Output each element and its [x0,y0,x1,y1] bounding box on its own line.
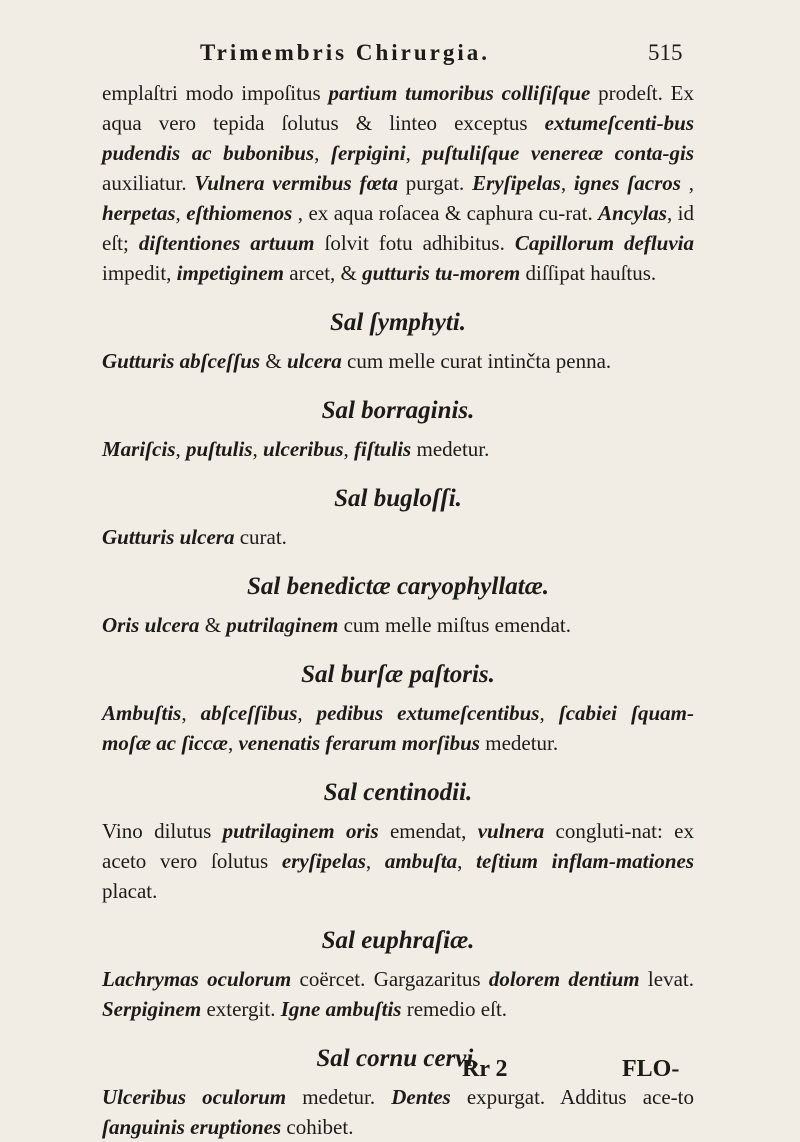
entry-title: Sal ſymphyti. [329,309,467,336]
italic-term: Ancylas [598,201,667,225]
text-run: auxiliatur. [102,171,195,195]
italic-term: ulceribus [263,437,344,461]
text-run: cohibet. [281,1115,354,1139]
entry-title: Sal centinodii. [323,779,473,806]
italic-term: Serpiginem [102,997,202,1021]
entry-text [102,964,694,1024]
text-run: , [560,171,574,195]
italic-term: herpetas [102,201,176,225]
italic-term: Dentes [391,1085,451,1109]
text-run: cum melle miſtus emendat. [338,613,572,637]
italic-term: ulcera [286,349,342,373]
italic-term: puſtulis [186,437,253,461]
entry-title: Sal cornu cervi. [316,1045,480,1072]
text-run: medetur. [286,1085,392,1109]
italic-term: Eryſipelas [472,171,561,195]
italic-term: ſerpigini [330,141,406,165]
text-run: , [314,141,331,165]
text-run: medetur. [479,731,559,755]
page-body [102,78,694,1142]
text-run: emplaſtri modo impoſitus [102,81,329,105]
text-run: , [227,731,239,755]
text-run: medetur. [411,437,490,461]
page-number: 515 [648,40,683,65]
italic-term: puſtuliſque venereæ conta-gis [422,141,694,165]
text-run: placat. [102,879,158,903]
italic-term: ſcabiei ſquam-moſæ ac ſiccæ [102,701,694,755]
text-run: prodeſt. Ex aqua vero tepida ſolutus & linteo exceptus [102,81,694,135]
italic-term: extumeſcenti-bus pudendis ac bubonibus [102,111,694,165]
entry-text [102,346,694,376]
text-run: purgat. [397,171,473,195]
text-run: coërcet. Gargazaritus [291,967,489,991]
entry-text [102,522,694,552]
italic-term: putrilaginem [226,613,339,637]
italic-term: venenatis ferarum morſibus [238,731,480,755]
signature-mark: Rr 2 [462,1056,508,1082]
italic-term: diſtentiones artuum [138,231,315,255]
italic-term: Vulnera vermibus fœta [194,171,398,195]
text-run: impedit, [102,261,177,285]
entry-text [102,610,694,640]
entry-title: Sal euphraſiæ. [321,927,475,954]
text-run: emendat, [378,819,478,843]
entry-title: Sal borraginis. [321,397,475,424]
text-run: & [199,613,227,637]
italic-term: Gutturis abſceſſus [102,349,261,373]
text-run: , [175,437,186,461]
text-run: diſſipat hauſtus. [520,261,657,285]
intro-paragraph [102,78,694,288]
text-run: , [680,171,695,195]
italic-term: abſceſſibus [200,701,298,725]
italic-term: eryſipelas [281,849,366,873]
text-run: , id eſt; [102,201,695,255]
italic-term: ambuſta [384,849,458,873]
text-run: , [252,437,264,461]
text-run: & [260,349,287,373]
text-run: , [365,849,385,873]
page-footer [462,1056,680,1083]
text-run: ſolvit fotu adhibitus. [314,231,515,255]
italic-term: Gutturis ulcera [102,525,235,549]
text-run: , [297,701,317,725]
italic-term: putrilaginem oris [222,819,379,843]
text-run: , [175,201,187,225]
text-run: remedio eſt. [401,997,508,1021]
text-run: Vino dilutus [102,819,223,843]
text-run: , [539,701,559,725]
italic-term: vulnera [477,819,545,843]
entry-text [102,698,694,758]
running-title: Trimembris Chirurgia. [200,40,490,65]
italic-term: ignes ſacros [573,171,681,195]
text-run: congluti-nat: ex aceto vero ſolutus [102,819,694,873]
italic-term: Igne ambuſtis [280,997,402,1021]
text-run: extergit. [201,997,281,1021]
entry-text [102,816,694,906]
italic-term: eſthiomenos [186,201,293,225]
text-run: , [343,437,355,461]
italic-term: fiſtulis [354,437,412,461]
catchword: FLO- [622,1056,680,1082]
entry-title: Sal benedictæ caryophyllatæ. [246,573,550,600]
text-run: , ex aqua roſacea & caphura cu-rat. [292,201,599,225]
entry-title: Sal burſæ paſtoris. [301,661,495,688]
italic-term: Ulceribus oculorum [102,1085,287,1109]
italic-term: Lachrymas oculorum [102,967,292,991]
italic-term: Mariſcis [102,437,176,461]
entries-list [102,308,694,1142]
text-run: cum melle curat intinčta penna. [341,349,612,373]
italic-term: dolorem dentium [488,967,640,991]
text-run: curat. [234,525,287,549]
text-run: , [405,141,423,165]
entry-title: Sal bugloſſi. [334,485,462,512]
italic-term: pedibus extumeſcentibus [316,701,540,725]
italic-term: Ambuſtis [102,701,182,725]
text-run: , [181,701,201,725]
text-run: expurgat. Additus ace-to [450,1085,694,1109]
italic-term: Oris ulcera [102,613,200,637]
italic-term: impetiginem [176,261,284,285]
entry-text [102,1082,694,1142]
italic-term: Capillorum defluvia [514,231,695,255]
text-run: arcet, & [284,261,363,285]
text-run: levat. [639,967,694,991]
text-run: , [457,849,477,873]
italic-term: ſanguinis eruptiones [102,1115,282,1139]
italic-term: partium tumoribus colliſiſque [328,81,591,105]
italic-term: gutturis tu-morem [362,261,521,285]
italic-term: teſtium inflam-mationes [476,849,694,873]
page-header [200,40,683,66]
entry-text [102,434,694,464]
